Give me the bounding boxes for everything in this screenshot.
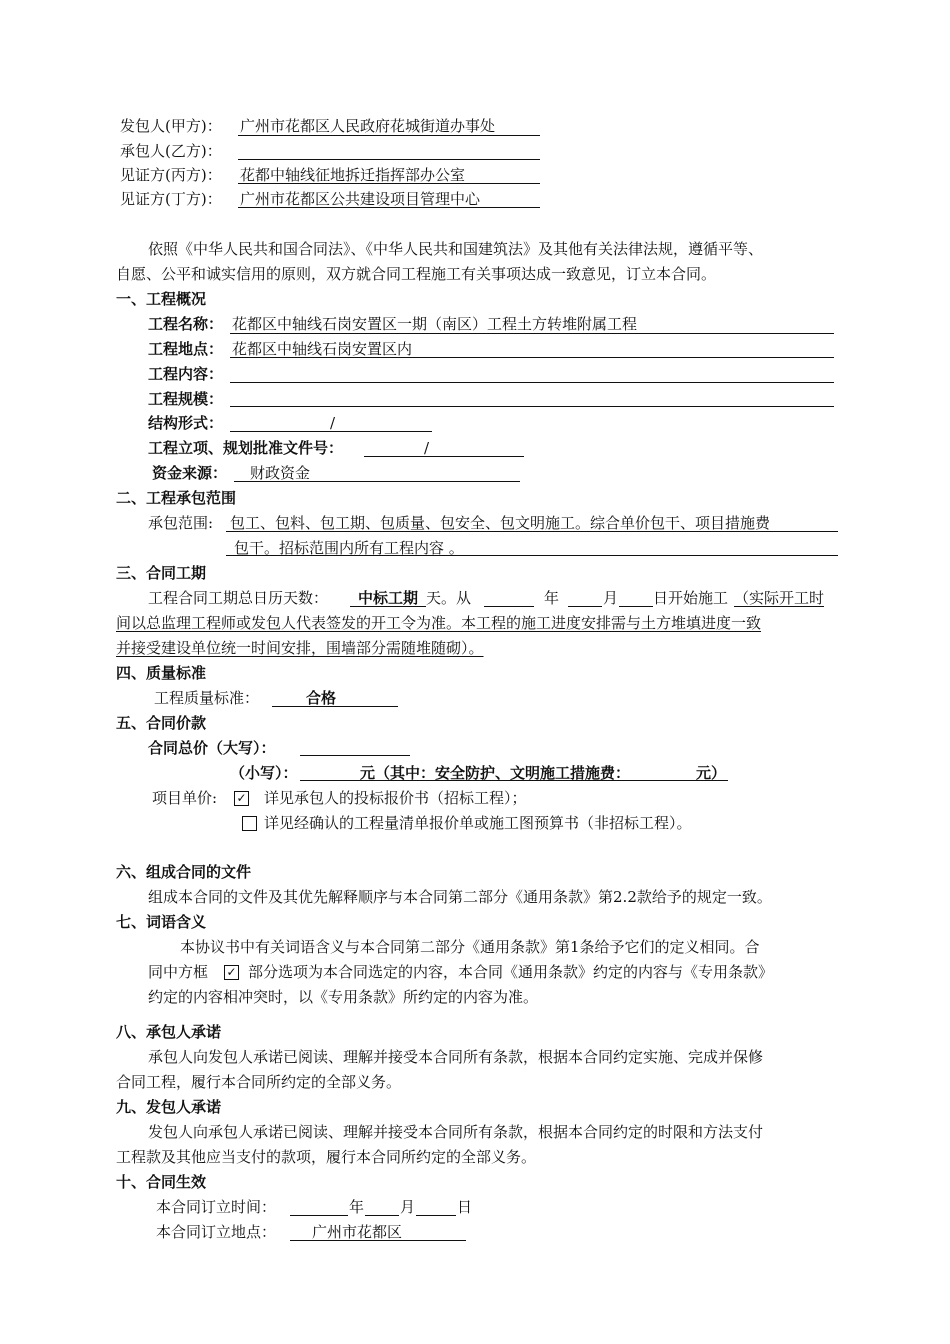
section-2-heading: 二、工程承包范围 (116, 489, 237, 507)
scope-underline-2 (226, 555, 838, 556)
section-10-heading: 十、合同生效 (116, 1173, 207, 1191)
sign-place-label: 本合同订立地点： (156, 1223, 277, 1241)
scope-line-1: 包工、包料、包工期、包质量、包安全、包文明施工。综合单价包干、项目措施费 (230, 514, 771, 532)
witness-d-value: 广州市花都区公共建设项目管理中心 (240, 190, 481, 208)
duration-note-start: （实际开工时 (734, 589, 825, 607)
start-day-label: 日开始施工 (653, 589, 729, 607)
structure-label: 结构形式： (148, 414, 224, 432)
sign-time-label: 本合同订立时间： (156, 1198, 277, 1216)
duration-note-line-2: 间以总监理工程师或发包人代表签发的开工令为准。本工程的施工进度安排需与土方堆填进度一致 (116, 614, 762, 632)
section-7-line-2a: 同中方框 (148, 963, 209, 981)
employer-value: 广州市花都区人民政府花城街道办事处 (240, 117, 496, 135)
section-6-text: 组成本合同的文件及其优先解释顺序与本合同第二部分《通用条款》第2.2款给予的规定一致。 (148, 888, 772, 906)
sign-month-label: 月 (400, 1198, 416, 1216)
section-8-heading: 八、承包人承诺 (116, 1023, 222, 1041)
total-price-upper-blank (300, 755, 410, 756)
project-scale-label: 工程规模： (148, 390, 224, 408)
witness-c-underline (238, 183, 540, 184)
project-location-label: 工程地点： (148, 340, 224, 358)
start-month-label: 月 (603, 589, 619, 607)
approval-label: 工程立项、规划批准文件号： (148, 439, 344, 457)
start-year-blank (484, 606, 534, 607)
employer-label: 发包人(甲方)： (120, 117, 222, 135)
scope-line-2: 包干。招标范围内所有工程内容 。 (234, 539, 464, 557)
fund-value: 财政资金 (250, 464, 311, 482)
section-3-heading: 三、合同工期 (116, 564, 207, 582)
start-day-blank (619, 606, 653, 607)
fund-underline (234, 481, 520, 482)
checkbox-nonbid-icon[interactable] (242, 816, 257, 831)
unit-price-label: 项目单价: (152, 789, 218, 807)
project-name-underline (230, 333, 834, 334)
section-7-line-3: 约定的内容相冲突时，以《专用条款》所约定的内容为准。 (148, 988, 539, 1006)
section-5-heading: 五、合同价款 (116, 714, 207, 732)
approval-underline (364, 456, 524, 457)
duration-note-line-3: 并接受建设单位统一时间安排，围墙部分需随堆随砌）。 (116, 639, 484, 657)
contractor-label: 承包人(乙方)： (120, 142, 222, 160)
contractor-blank (238, 159, 540, 160)
sign-place-value: 广州市花都区 (312, 1223, 403, 1241)
start-month-blank (568, 606, 602, 607)
unit-price-option-2: 详见经确认的工程量清单报价单或施工图预算书（非招标工程）。 (264, 814, 692, 832)
witness-c-value: 花都中轴线征地拆迁指挥部办公室 (240, 166, 466, 184)
project-location-underline (230, 357, 834, 358)
section-9-line-2: 工程款及其他应当支付的款项，履行本合同所约定的全部义务。 (116, 1148, 537, 1166)
total-price-lower-unit: 元） (696, 764, 727, 782)
sign-year-blank (290, 1215, 348, 1216)
project-content-blank (230, 382, 834, 383)
fund-label: 资金来源： (152, 464, 228, 482)
scope-underline-1 (226, 531, 838, 532)
unit-price-option-1: 详见承包人的投标报价书（招标工程）； (264, 789, 527, 807)
quality-underline (272, 706, 398, 707)
sign-month-blank (365, 1215, 399, 1216)
sign-year-label: 年 (349, 1198, 365, 1216)
section-6-heading: 六、组成合同的文件 (116, 863, 252, 881)
intro-line-2: 自愿、公平和诚实信用的原则，双方就合同工程施工有关事项达成一致意见，订立本合同。 (116, 265, 717, 283)
total-price-upper-label: 合同总价（大写）： (148, 739, 276, 757)
start-year-label: 年 (544, 589, 560, 607)
section-1-heading: 一、工程概况 (116, 290, 207, 308)
section-7-line-2b: 部分选项为本合同选定的内容，本合同《通用条款》约定的内容与《专用条款》 (248, 963, 774, 981)
witness-c-label: 见证方(丙方)： (120, 166, 222, 184)
project-content-label: 工程内容： (148, 365, 224, 383)
section-9-heading: 九、发包人承诺 (116, 1098, 222, 1116)
duration-label: 工程合同工期总日历天数： (148, 589, 329, 607)
scope-label: 承包范围: (148, 514, 214, 532)
witness-d-underline (238, 207, 540, 208)
section-8-line-1: 承包人向发包人承诺已阅读、理解并接受本合同所有条款，根据本合同约定实施、完成并保修 (148, 1048, 764, 1066)
approval-value: / (424, 439, 430, 457)
project-location-value: 花都区中轴线石岗安置区内 (232, 340, 413, 358)
sign-day-blank (416, 1215, 456, 1216)
section-7-heading: 七、词语含义 (116, 913, 207, 931)
sign-place-underline (290, 1240, 466, 1241)
checkbox-legend-icon: ✓ (224, 965, 239, 980)
duration-value: 中标工期 (358, 589, 419, 607)
quality-value: 合格 (306, 689, 337, 707)
employer-underline (238, 135, 540, 136)
project-name-label: 工程名称： (148, 315, 224, 333)
structure-underline (230, 431, 432, 432)
section-9-line-1: 发包人向承包人承诺已阅读、理解并接受本合同所有条款，根据本合同约定的时限和方法支付 (148, 1123, 764, 1141)
section-4-heading: 四、质量标准 (116, 664, 207, 682)
project-scale-blank (230, 406, 834, 407)
intro-line-1: 依照《中华人民共和国合同法》、《中华人民共和国建筑法》及其他有关法律法规，遵循平等、 (148, 240, 764, 258)
section-7-line-1: 本协议书中有关词语含义与本合同第二部分《通用条款》第1条给予它们的定义相同。合 (180, 938, 760, 956)
sign-day-label: 日 (457, 1198, 473, 1216)
duration-underline (350, 606, 426, 607)
total-price-lower-label: （小写）： (230, 764, 298, 782)
total-price-lower-underline (300, 780, 728, 781)
checkbox-bid-icon[interactable]: ✓ (234, 791, 249, 806)
project-name-value: 花都区中轴线石岗安置区一期（南区）工程土方转堆附属工程 (232, 315, 638, 333)
witness-d-label: 见证方(丁方)： (120, 190, 222, 208)
total-price-lower-value: 元（其中：安全防护、文明施工措施费： (360, 764, 631, 782)
structure-value: / (330, 414, 336, 432)
section-8-line-2: 合同工程，履行本合同所约定的全部义务。 (116, 1073, 402, 1091)
quality-label: 工程质量标准： (154, 689, 260, 707)
duration-from: 天。从 (426, 589, 472, 607)
